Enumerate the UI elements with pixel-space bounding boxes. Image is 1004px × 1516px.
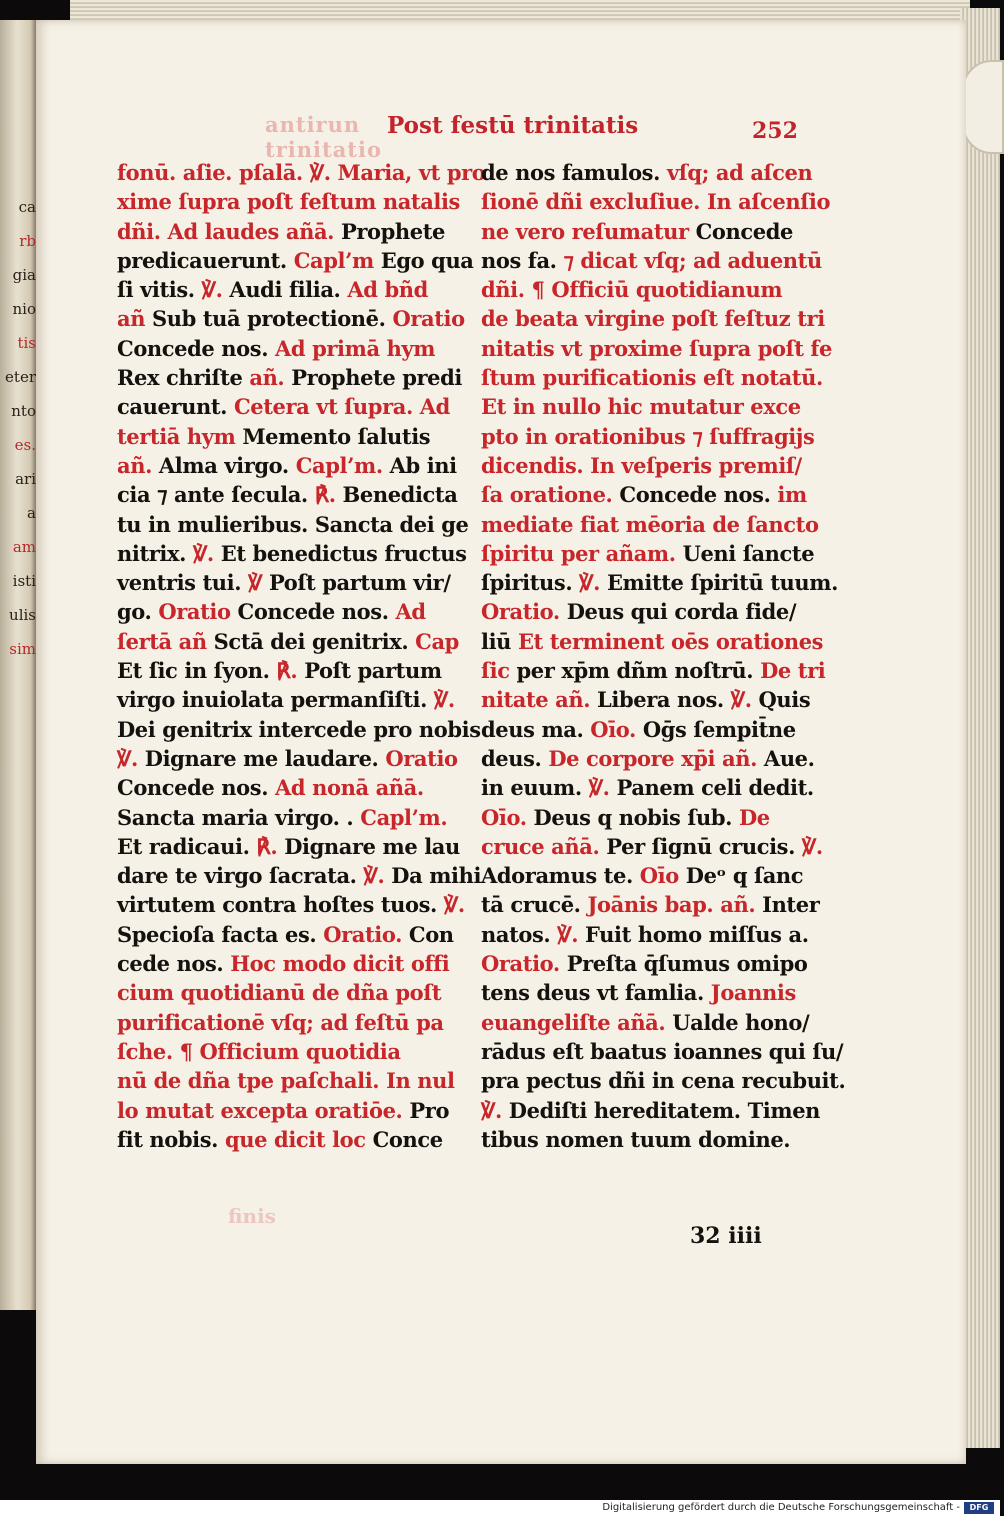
- text-line: [117, 422, 465, 451]
- text-segment: Panem celi dedit.: [616, 775, 814, 801]
- text-line: [481, 890, 826, 919]
- rubric-segment: dñi. Ad laudes añā.: [117, 218, 341, 244]
- text-segment: Audi filia.: [229, 277, 348, 303]
- text-line: [117, 187, 465, 216]
- text-line: [117, 656, 465, 685]
- rubric-segment: ℣.: [443, 892, 465, 918]
- rubric-segment: xime ſupra poſt feſtum natalis: [117, 189, 460, 215]
- text-segment: Poſt partum: [304, 658, 442, 684]
- text-segment: Concede: [695, 218, 793, 244]
- text-line: [117, 890, 465, 919]
- facing-page-edge: [0, 20, 38, 1310]
- text-segment: Oḡs ſempit̄ne: [642, 716, 796, 742]
- rubric-segment: ne vero reſumatur: [481, 218, 696, 244]
- text-line: [481, 715, 826, 744]
- text-segment: Sub tuā protectionē.: [152, 306, 393, 332]
- rubric-segment: Oratio: [392, 306, 465, 332]
- rubric-segment: im: [777, 482, 807, 508]
- rubric-segment: ℣: [248, 570, 269, 596]
- text-line: [117, 597, 465, 626]
- rubric-segment: fonū. aſie. pſalā. ℣. Maria, vt pro: [117, 160, 486, 185]
- text-line: [117, 392, 465, 421]
- right-text-column: [481, 158, 846, 1154]
- text-segment: Concede nos.: [237, 599, 396, 625]
- bottom-show-through: finis: [228, 1204, 276, 1228]
- rubric-segment: ℟.: [276, 658, 305, 684]
- rubric-segment: De corpore xp̄i añ.: [548, 745, 764, 771]
- rubric-segment: ℣.: [557, 921, 586, 947]
- header-show-through: antirun trinitatio: [265, 112, 382, 162]
- text-line: [481, 392, 826, 421]
- text-segment: Benedicta: [342, 482, 458, 508]
- text-line: [117, 158, 486, 187]
- rubric-segment: dicendis. In veſperis premiſ/: [481, 452, 802, 478]
- margin-fragment: tis: [17, 334, 36, 352]
- margin-fragment: gia: [12, 266, 36, 284]
- rubric-segment: ℟.: [314, 482, 343, 508]
- text-segment: virgo inuiolata permanſiſti.: [117, 687, 434, 713]
- rubric-segment: Capl’m.: [360, 804, 448, 830]
- text-line: [481, 568, 839, 597]
- rubric-segment: ℣.: [201, 277, 230, 303]
- margin-fragment: eter: [5, 368, 36, 386]
- rubric-segment: Oratio.: [323, 921, 409, 947]
- text-segment: ventris tui.: [117, 570, 249, 596]
- text-line: [481, 334, 833, 363]
- text-segment: tens deus vt famlia.: [481, 980, 711, 1006]
- margin-fragment: ari: [15, 470, 36, 488]
- text-segment: natos.: [481, 921, 558, 947]
- rubric-segment: ℣.: [730, 687, 759, 713]
- margin-fragment: rb: [19, 232, 36, 250]
- rubric-segment: ℣.: [192, 540, 221, 566]
- page-fore-edges: [960, 8, 1000, 1448]
- rubric-segment: tertiā hym: [117, 423, 243, 449]
- folio-number: 252: [752, 118, 798, 144]
- text-line: [481, 1096, 826, 1125]
- text-segment: Sctā dei genitrix.: [213, 628, 416, 654]
- text-segment: tā crucē.: [481, 892, 588, 918]
- rubric-segment: cium quotidianū de dña poſt: [117, 980, 442, 1006]
- text-segment: Preſta q̄ſumus omipo: [566, 951, 808, 977]
- rubric-segment: Et in nullo hic mutatur exce: [481, 394, 801, 420]
- rubric-segment: añ.: [249, 365, 292, 391]
- text-line: [117, 246, 474, 275]
- text-segment: Et ſic in ſyon.: [117, 658, 277, 684]
- text-segment: Ualde hono/: [672, 1009, 810, 1035]
- text-line: [481, 920, 826, 949]
- rubric-segment: de beata virgine poſt feſtuz tri: [481, 306, 825, 332]
- text-segment: Deus q nobis ſub.: [533, 804, 739, 830]
- text-segment: cede nos.: [117, 951, 231, 977]
- page-top-edges: [70, 0, 970, 22]
- text-segment: de nos famulos.: [481, 160, 667, 185]
- text-segment: Ego qua: [380, 247, 474, 273]
- text-segment: ſi vitis.: [117, 277, 202, 303]
- text-segment: Prophete: [340, 218, 446, 244]
- text-segment: Adoramus te.: [481, 863, 640, 889]
- text-segment: predicauerunt.: [117, 247, 294, 273]
- rubric-segment: De tri: [760, 658, 826, 684]
- text-segment: Fuit homo miſſus a.: [585, 921, 809, 947]
- rubric-segment: Oīo.: [481, 804, 534, 830]
- text-line: [117, 949, 465, 978]
- text-line: [481, 217, 826, 246]
- rubric-segment: ℟.: [256, 833, 285, 859]
- text-segment: Ueni ſancte: [682, 540, 815, 566]
- text-line: [481, 832, 826, 861]
- rubric-segment: lo mutat excepta oratiōe.: [117, 1097, 410, 1123]
- text-line: [481, 949, 826, 978]
- margin-fragment: isti: [12, 572, 36, 590]
- rubric-segment: ſionē dñi excluſiue. In aſcenſio: [481, 189, 831, 215]
- rubric-segment: ℣.: [588, 775, 617, 801]
- text-segment: Dei genitrix intercede pro nobis: [117, 716, 481, 742]
- text-line: [117, 685, 465, 714]
- rubric-segment: Oīo.: [590, 716, 643, 742]
- text-line: [117, 1066, 465, 1095]
- text-segment: per xp̄m dñm noſtrū.: [516, 658, 761, 684]
- text-segment: Alma virgo.: [158, 452, 296, 478]
- margin-fragment: ulis: [9, 606, 36, 624]
- text-segment: fit nobis.: [117, 1126, 226, 1152]
- text-line: [481, 773, 826, 802]
- text-line: [481, 978, 826, 1007]
- text-line: [481, 158, 826, 187]
- text-segment: Sancta maria virgo. .: [117, 804, 361, 830]
- text-segment: Quis: [758, 687, 811, 713]
- rubric-segment: ſpiritu per añam.: [481, 540, 683, 566]
- text-segment: Ab ini: [389, 452, 457, 478]
- dfg-logo: DFG: [964, 1502, 994, 1514]
- margin-fragment: nto: [11, 402, 36, 420]
- rubric-segment: Hoc modo dicit offi: [230, 951, 450, 977]
- text-line: [117, 861, 482, 890]
- margin-fragment: sim: [9, 640, 36, 658]
- text-segment: virtutem contra hoſtes tuos.: [117, 892, 444, 918]
- text-line: [117, 539, 465, 568]
- rubric-segment: Ad bñd: [347, 277, 428, 303]
- rubric-segment: ſtum purificationis eſt notatū.: [481, 365, 823, 391]
- running-header: Post festū trinitatis: [387, 112, 639, 139]
- margin-fragment: am: [12, 538, 36, 556]
- rubric-segment: Oratio: [385, 745, 458, 771]
- funding-credit: Digitalisierung gefördert durch die Deutsche Forschungsgemeinschaft -: [602, 1502, 960, 1513]
- text-line: [481, 363, 826, 392]
- rubric-segment: ſertā añ: [117, 628, 214, 654]
- text-line: [117, 715, 481, 744]
- rubric-segment: ℣.: [481, 1097, 509, 1123]
- rubric-segment: ſic: [481, 658, 517, 684]
- text-segment: nos fa.: [481, 247, 564, 273]
- rubric-segment: ℣.: [801, 833, 823, 859]
- text-line: [481, 685, 826, 714]
- text-segment: dare te virgo ſacrata.: [117, 863, 364, 889]
- text-segment: Deus qui corda fide/: [566, 599, 797, 625]
- margin-fragment: ca: [18, 198, 36, 216]
- rubric-segment: que dicit loc: [225, 1126, 373, 1152]
- text-line: [481, 275, 826, 304]
- rubric-segment: Ad nonā añā.: [275, 775, 424, 801]
- rubric-segment: ſa oratione.: [481, 482, 620, 508]
- text-segment: Rex chriſte: [117, 365, 250, 391]
- text-segment: Inter: [762, 892, 820, 918]
- text-line: [117, 363, 465, 392]
- text-line: [481, 187, 831, 216]
- text-line: [117, 1125, 465, 1154]
- text-line: [117, 217, 465, 246]
- rubric-segment: cruce añā.: [481, 833, 607, 859]
- rubric-segment: Oratio.: [481, 951, 567, 977]
- margin-fragment: a: [27, 504, 36, 522]
- text-line: [481, 1008, 826, 1037]
- text-segment: Dignare me lau: [284, 833, 460, 859]
- rubric-segment: ℣.: [433, 687, 455, 713]
- text-line: [481, 539, 826, 568]
- text-line: [117, 803, 465, 832]
- text-segment: Emitte ſpiritū tuum.: [606, 570, 839, 596]
- text-segment: Da mihi: [391, 863, 482, 889]
- text-segment: cauerunt.: [117, 394, 234, 420]
- text-segment: Specioſa facta es.: [117, 921, 324, 947]
- text-segment: deus ma.: [481, 716, 591, 742]
- text-segment: pra pectus dñi in cena recubuit.: [481, 1068, 846, 1094]
- rubric-segment: euangeliſte añā.: [481, 1009, 673, 1035]
- rubric-segment: dñi. ¶ Officiū quotidianum: [481, 277, 783, 303]
- rubric-segment: ⁊ dicat vſq; ad aduentū: [563, 247, 822, 273]
- rubric-segment: nū de dña tpe paſchali. In nul: [117, 1068, 455, 1094]
- text-segment: in euum.: [481, 775, 589, 801]
- text-line: [117, 304, 465, 333]
- rubric-segment: añ: [117, 306, 152, 332]
- margin-fragment: es.: [14, 436, 36, 454]
- rubric-segment: ℣.: [579, 570, 607, 596]
- rubric-segment: Ad: [395, 599, 426, 625]
- text-line: [117, 568, 465, 597]
- text-segment: Pro: [409, 1097, 450, 1123]
- text-line: [481, 1037, 844, 1066]
- rubric-segment: ℣.: [117, 745, 145, 771]
- rubric-segment: ſche. ¶ Officium quotidia: [117, 1038, 401, 1064]
- text-segment: Et radicaui.: [117, 833, 257, 859]
- rubric-segment: Ad primā hym: [275, 335, 436, 361]
- left-text-column: [117, 158, 486, 1154]
- rubric-segment: añ.: [117, 452, 159, 478]
- rubric-segment: Joānis bap. añ.: [587, 892, 763, 918]
- text-segment: Conce: [372, 1126, 443, 1152]
- rubric-segment: Oratio: [158, 599, 238, 625]
- text-segment: Et benedictus fructus: [220, 540, 467, 566]
- rubric-segment: nitatis vt proxime ſupra poſt fe: [481, 335, 833, 361]
- text-segment: Memento ſalutis: [242, 423, 431, 449]
- text-line: [481, 480, 826, 509]
- text-line: [481, 627, 826, 656]
- book-clip: [962, 60, 1004, 154]
- rubric-segment: mediate fiat mēoria de ſancto: [481, 511, 819, 537]
- rubric-segment: De: [738, 804, 770, 830]
- rubric-segment: ℣.: [363, 863, 392, 889]
- rubric-segment: pto in orationibus ⁊ ſuffragijs: [481, 423, 815, 449]
- text-line: [117, 773, 465, 802]
- text-segment: rādus eſt baatus ioannes qui ſu/: [481, 1038, 844, 1064]
- rubric-segment: Cetera vt ſupra. Ad: [233, 394, 450, 420]
- text-segment: Per ſignū crucis.: [606, 833, 802, 859]
- text-segment: Concede nos.: [117, 775, 276, 801]
- text-line: [481, 656, 826, 685]
- text-line: [481, 803, 826, 832]
- text-line: [481, 246, 826, 275]
- text-line: [117, 1008, 465, 1037]
- text-line: [117, 832, 465, 861]
- rubric-segment: Et terminent oēs orationes: [517, 628, 824, 654]
- text-segment: ſpiritus.: [481, 570, 580, 596]
- rubric-segment: Oratio.: [481, 599, 567, 625]
- rubric-segment: Capl’m: [293, 247, 381, 273]
- text-line: [117, 920, 465, 949]
- text-line: [117, 1096, 465, 1125]
- text-segment: Con: [408, 921, 454, 947]
- signature-mark: 32 iiii: [690, 1223, 762, 1249]
- rubric-segment: Oīo: [639, 863, 686, 889]
- text-line: [481, 304, 826, 333]
- rubric-segment: Capl’m.: [295, 452, 390, 478]
- text-segment: Dediſti hereditatem. Timen: [508, 1097, 821, 1123]
- text-line: [117, 1037, 465, 1066]
- rubric-segment: vſq; ad aſcen: [666, 160, 813, 185]
- text-line: [117, 744, 465, 773]
- text-line: [117, 510, 469, 539]
- text-line: [481, 422, 826, 451]
- text-segment: deus.: [481, 745, 549, 771]
- text-line: [481, 510, 826, 539]
- text-line: [117, 480, 465, 509]
- text-segment: Concede nos.: [117, 335, 276, 361]
- text-line: [481, 1066, 846, 1095]
- margin-fragment: nio: [12, 300, 36, 318]
- text-line: [481, 597, 826, 626]
- text-segment: cia ⁊ ante ſecula.: [117, 482, 315, 508]
- text-line: [481, 861, 826, 890]
- text-segment: Concede nos.: [619, 482, 778, 508]
- rubric-segment: nitate añ.: [481, 687, 598, 713]
- text-segment: Aue.: [763, 745, 815, 771]
- text-line: [481, 744, 826, 773]
- text-segment: Poſt partum vir/: [268, 570, 451, 596]
- text-segment: Prophete predi: [291, 365, 462, 391]
- text-segment: tu in mulieribus. Sancta dei ge: [117, 511, 469, 537]
- text-line: [117, 334, 465, 363]
- text-line: [117, 275, 465, 304]
- text-segment: Dignare me laudare.: [144, 745, 386, 771]
- text-line: [117, 451, 465, 480]
- text-segment: Libera nos.: [597, 687, 731, 713]
- text-line: [117, 978, 465, 1007]
- text-segment: go.: [117, 599, 159, 625]
- text-line: [481, 451, 826, 480]
- text-line: [481, 1125, 826, 1154]
- text-segment: liū: [481, 628, 518, 654]
- rubric-segment: purificationē vſq; ad feſtū pa: [117, 1009, 444, 1035]
- text-segment: tibus nomen tuum domine.: [481, 1126, 791, 1152]
- rubric-segment: Cap: [415, 628, 459, 654]
- text-line: [117, 627, 465, 656]
- rubric-segment: Joannis: [710, 980, 796, 1006]
- text-segment: Deᵒ q ſanc: [685, 863, 804, 889]
- text-segment: nitrix.: [117, 540, 193, 566]
